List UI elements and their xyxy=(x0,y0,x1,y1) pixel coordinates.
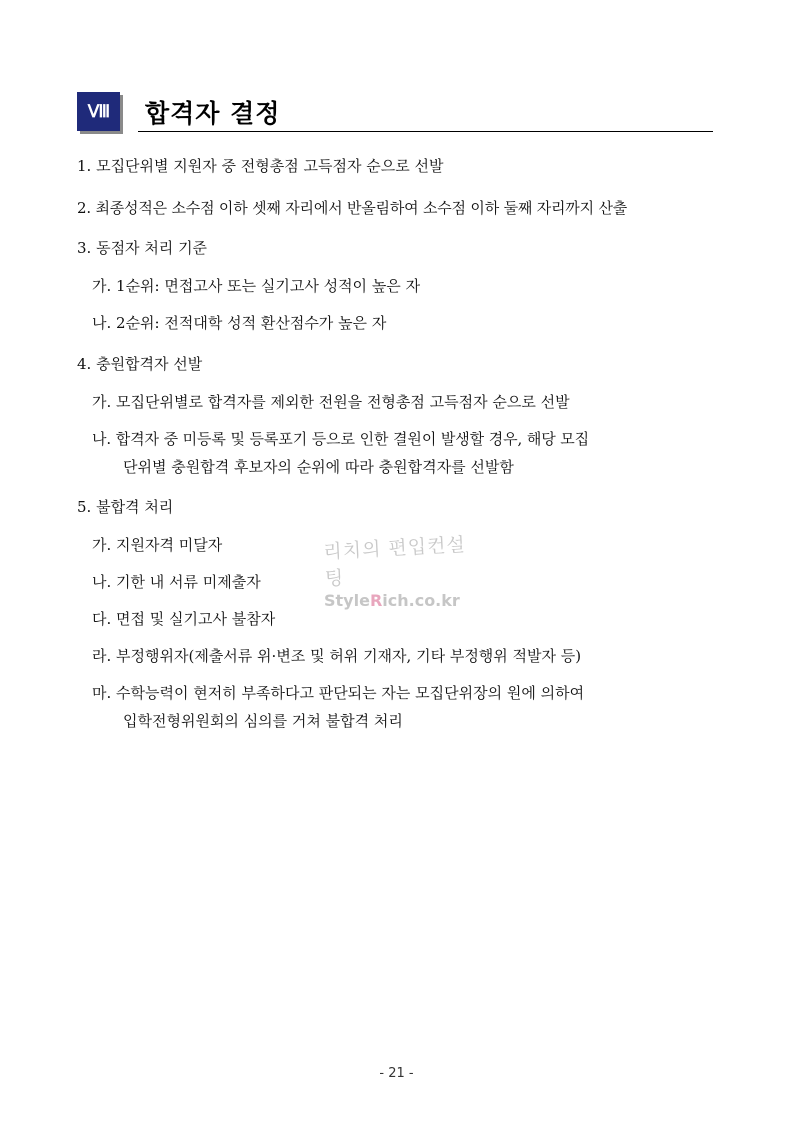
item-1: 1. 모집단위별 지원자 중 전형총점 고득점자 순으로 선발 xyxy=(77,157,444,175)
section-title: 합격자 결정 xyxy=(145,99,281,128)
item-4-b-line-2: 단위별 충원합격 후보자의 순위에 따라 충원합격자를 선발함 xyxy=(123,458,514,476)
page-number: - 21 - xyxy=(379,1066,414,1081)
item-5-d: 라. 부정행위자(제출서류 위·변조 및 허위 기재자, 기타 부정행위 적발자 등) xyxy=(92,647,582,665)
section-header xyxy=(77,92,713,134)
item-4-b-line-1: 나. 합격자 중 미등록 및 등록포기 등으로 인한 결원이 발생할 경우, 해당 모집 xyxy=(92,430,590,448)
item-5-e-line-1: 마. 수학능력이 현저히 부족하다고 판단되는 자는 모집단위장의 원에 의하여 xyxy=(92,684,585,702)
watermark xyxy=(324,533,484,610)
item-3: 3. 동점자 처리 기준 xyxy=(77,239,208,257)
watermark-url xyxy=(324,591,484,610)
item-4-a: 가. 모집단위별로 합격자를 제외한 전원을 전형총점 고득점자 순으로 선발 xyxy=(92,393,570,411)
watermark-url-pre: Style xyxy=(324,591,370,610)
item-5-c: 다. 면접 및 실기고사 불참자 xyxy=(92,610,276,628)
item-2: 2. 최종성적은 소수점 이하 셋째 자리에서 반올림하여 소수점 이하 둘째 자리까지 산출 xyxy=(77,199,628,217)
title-underline xyxy=(138,131,713,132)
watermark-url-post: ich.co.kr xyxy=(382,591,460,610)
watermark-url-accent: R xyxy=(369,591,383,610)
section-number-badge: Ⅷ xyxy=(77,92,120,131)
item-3-a: 가. 1순위: 면접고사 또는 실기고사 성적이 높은 자 xyxy=(92,277,421,295)
item-4: 4. 충원합격자 선발 xyxy=(77,355,203,373)
item-5-b: 나. 기한 내 서류 미제출자 xyxy=(92,573,261,591)
item-5: 5. 불합격 처리 xyxy=(77,498,174,516)
item-5-e-line-2: 입학전형위원회의 심의를 거쳐 불합격 처리 xyxy=(123,712,403,730)
item-5-a: 가. 지원자격 미달자 xyxy=(92,536,223,554)
watermark-korean-text: 리치의 편입컨설팅 xyxy=(322,533,467,591)
item-3-b: 나. 2순위: 전적대학 성적 환산점수가 높은 자 xyxy=(92,314,387,332)
